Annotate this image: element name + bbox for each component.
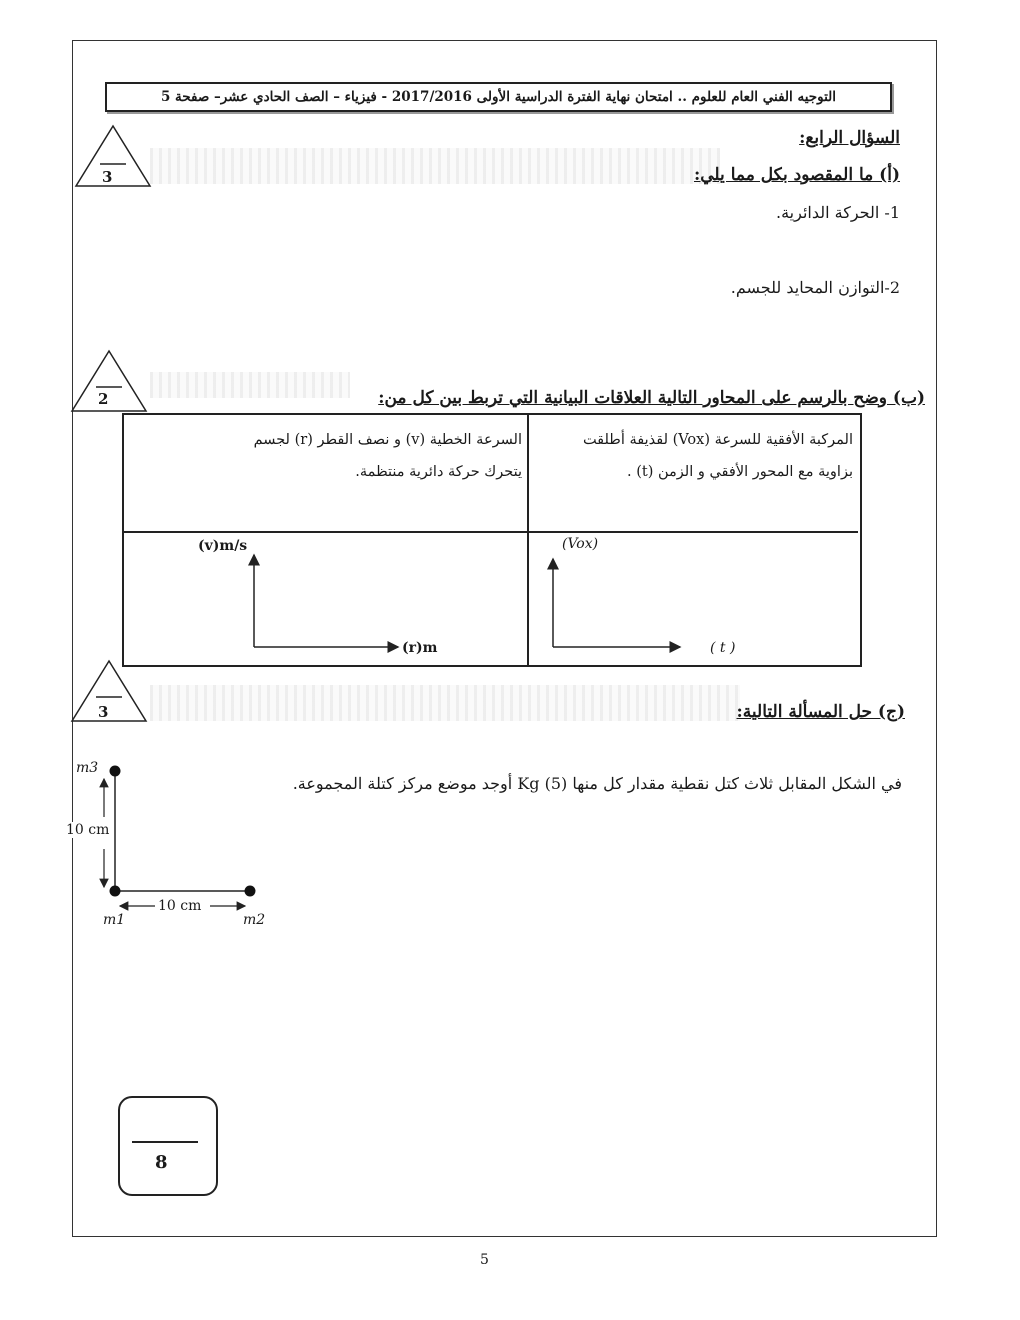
score-triangle-a — [72, 122, 154, 190]
label-horizontal-distance: 10 cm — [158, 898, 202, 914]
scan-noise — [150, 372, 350, 398]
total-score-value: 8 — [155, 1152, 168, 1173]
page-number: 5 — [480, 1252, 489, 1268]
score-value-b: 2 — [98, 390, 109, 408]
right-cell-line-2: بزاوية مع المحور الأفقي و الزمن (t) . — [627, 464, 853, 480]
axes-vox-vs-t[interactable] — [540, 545, 860, 663]
label-vertical-distance: 10 cm — [66, 822, 110, 838]
axis-label-vox: (Vox) — [562, 536, 599, 552]
part-c-problem: في الشكل المقابل ثلاث كتل نقطية مقدار كل منها Kg (5) أوجد موضع مركز كتلة المجموعة. — [292, 774, 902, 793]
label-m3: m3 — [76, 760, 99, 776]
score-triangle-c — [68, 657, 150, 725]
table-divider-vertical — [527, 415, 529, 665]
table-divider-horizontal — [124, 531, 858, 533]
axis-label-v: (v)m/s — [198, 538, 248, 554]
scan-noise — [150, 148, 720, 184]
scan-noise — [150, 685, 740, 721]
question-title: السؤال الرابع: — [799, 128, 900, 148]
axes-v-vs-r[interactable] — [240, 545, 410, 663]
left-cell-line-2: يتحرك حركة دائرية منتظمة. — [355, 464, 522, 480]
axis-label-r: (r)m — [402, 640, 438, 656]
score-value-a: 3 — [102, 168, 113, 186]
part-b-heading: (ب) وضح بالرسم على المحاور التالية العلاقات البيانية التي تربط بين كل من: — [378, 388, 925, 408]
right-cell-line-1: المركبة الأفقية للسرعة (Vox) لقذيفة أطلقت — [582, 432, 853, 448]
left-cell-line-1: السرعة الخطية (v) و نصف القطر (r) لجسم — [253, 432, 522, 448]
part-a-item-1: 1- الحركة الدائرية. — [776, 203, 900, 222]
score-triangle-b — [68, 347, 150, 415]
mass-m2-dot — [245, 886, 256, 897]
exam-header: التوجيه الفني العام للعلوم .. امتحان نهاية الفترة الدراسية الأولى 2017/2016 - فيزياء – الصف الحادي عشر– صفحة 5 — [105, 82, 892, 112]
total-score-line — [132, 1141, 198, 1143]
part-c-heading: (ج) حل المسألة التالية: — [736, 702, 905, 722]
mass-m3-dot — [110, 766, 121, 777]
axis-label-t: ( t ) — [710, 640, 736, 656]
part-a-heading: (أ) ما المقصود بكل مما يلي: — [693, 165, 900, 185]
score-value-c: 3 — [98, 703, 109, 721]
total-score-box — [118, 1096, 218, 1196]
label-m2: m2 — [243, 912, 266, 928]
mass-m1-dot — [110, 886, 121, 897]
left-cell-description — [130, 424, 522, 488]
part-a-item-2: 2-التوازن المحايد للجسم. — [730, 278, 900, 297]
right-cell-description — [535, 424, 853, 488]
label-m1: m1 — [103, 912, 126, 928]
